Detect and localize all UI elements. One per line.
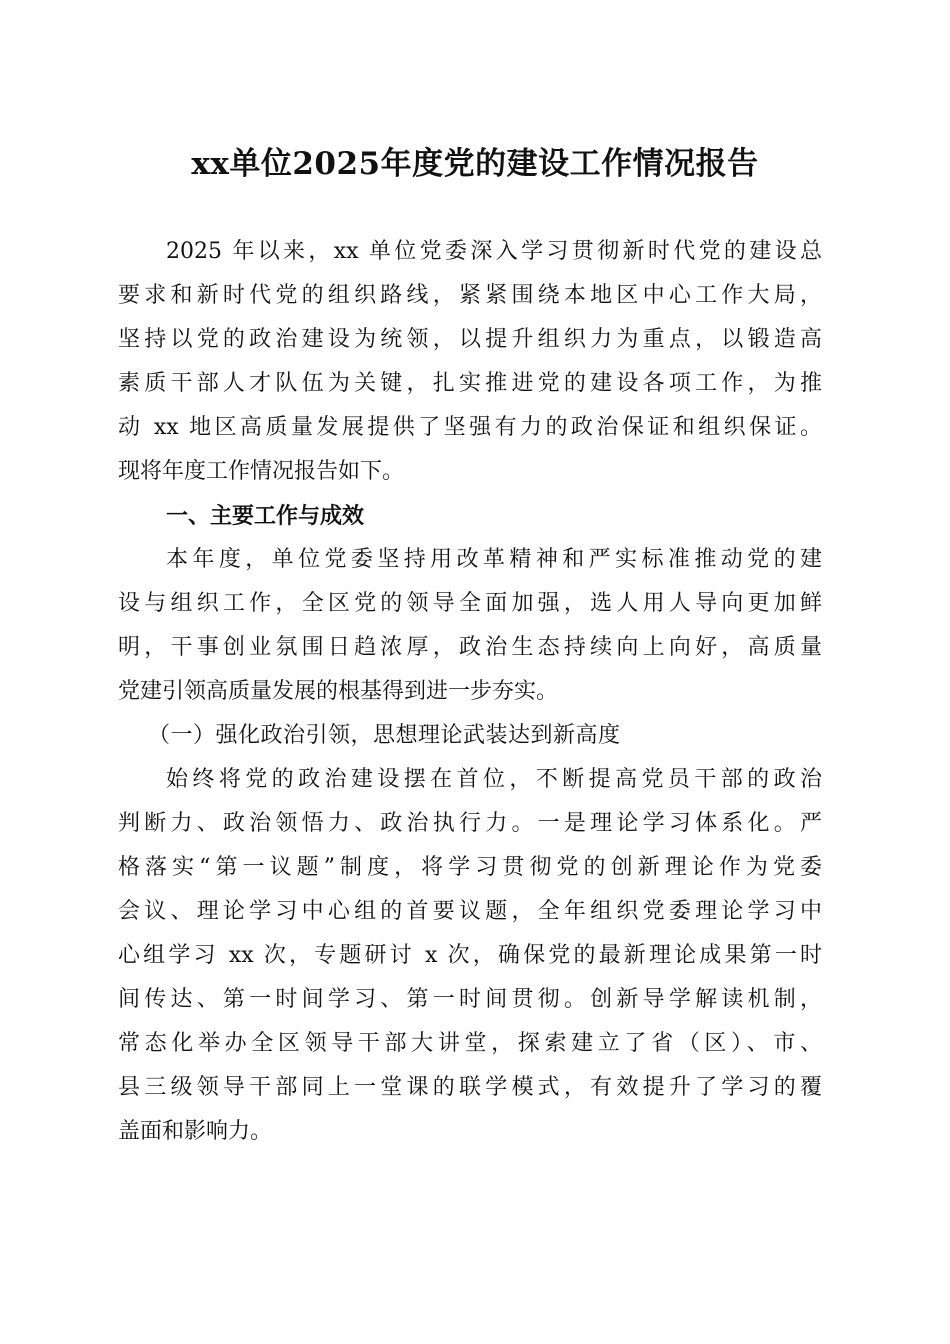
paragraph-line: 常态化举办全区领导干部大讲堂，探索建立了省（区）、市、 [118,1031,822,1056]
paragraph-line: 设与组织工作，全区党的领导全面加强，选人用人导向更加鲜 [118,591,822,616]
paragraph-line: 2025 年以来，xx 单位党委深入学习贯彻新时代党的建设总 [166,239,822,264]
paragraph-line: 坚持以党的政治建设为统领，以提升组织力为重点，以锻造高 [118,327,822,352]
paragraph-line: 格落实“第一议题”制度，将学习贯彻党的创新理论作为党委 [118,855,822,880]
paragraph-line: 素质干部人才队伍为关键，扎实推进党的建设各项工作，为推 [118,371,822,396]
paragraph-line: 明，干事创业氛围日趋浓厚，政治生态持续向上向好，高质量 [118,635,822,660]
paragraph-line: 间传达、第一时间学习、第一时间贯彻。创新导学解读机制， [118,987,822,1012]
section-heading: 一、主要工作与成效 [166,503,365,529]
paragraph-line: 判断力、政治领悟力、政治执行力。一是理论学习体系化。严 [118,811,822,836]
paragraph-line: 盖面和影响力。 [118,1119,273,1144]
document-title: xx单位2025年度党的建设工作情况报告 [191,146,759,182]
paragraph-line: 要求和新时代党的组织路线，紧紧围绕本地区中心工作大局， [118,283,822,308]
paragraph-line: 会议、理论学习中心组的首要议题，全年组织党委理论学习中 [118,899,822,924]
document-body [118,230,822,1154]
paragraph-line: 心组学习 xx 次，专题研讨 x 次，确保党的最新理论成果第一时 [118,943,822,968]
paragraph-line: 县三级领导干部同上一堂课的联学模式，有效提升了学习的覆 [118,1075,822,1100]
paragraph-line: 现将年度工作情况报告如下。 [118,459,405,484]
paragraph-line: 始终将党的政治建设摆在首位，不断提高党员干部的政治 [166,767,822,792]
paragraph-line: 本年度，单位党委坚持用改革精神和严实标准推动党的建 [166,547,822,572]
subsection-heading: （一）强化政治引领，思想理论武装达到新高度 [148,723,621,748]
section-paragraph [118,538,822,714]
paragraph-line: 党建引领高质量发展的根基得到进一步夯实。 [118,679,559,704]
paragraph-line: 动 xx 地区高质量发展提供了坚强有力的政治保证和组织保证。 [118,415,822,440]
intro-paragraph [118,230,822,494]
subsection-paragraph [118,758,822,1154]
